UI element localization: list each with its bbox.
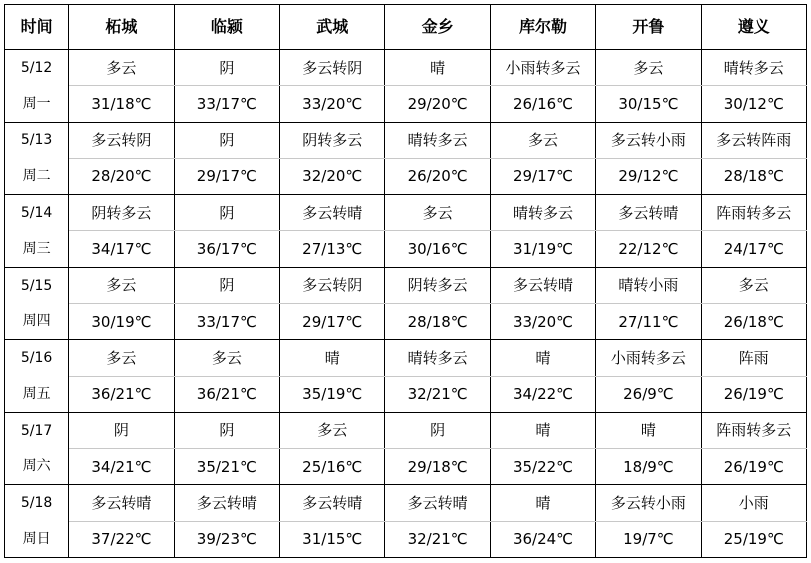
weather-cell: 阵雨转多云 (701, 195, 806, 231)
header-city: 临颍 (174, 5, 279, 50)
temperature-cell: 33/20℃ (490, 303, 595, 339)
temperature-cell: 36/24℃ (490, 521, 595, 557)
weather-cell: 多云转晴 (280, 195, 385, 231)
weather-cell: 晴 (490, 412, 595, 448)
weather-cell: 多云转晴 (490, 267, 595, 303)
weather-cell: 阴转多云 (280, 122, 385, 158)
temperature-cell: 30/15℃ (596, 86, 701, 122)
temperature-cell: 35/21℃ (174, 449, 279, 485)
weather-cell: 多云 (69, 340, 174, 376)
temperature-cell: 26/9℃ (596, 376, 701, 412)
temperature-cell: 37/22℃ (69, 521, 174, 557)
weather-cell: 多云转晴 (385, 485, 490, 521)
temperature-cell: 32/20℃ (280, 158, 385, 194)
weather-cell: 多云 (596, 50, 701, 86)
date-cell: 5/17 (5, 412, 69, 448)
header-city: 武城 (280, 5, 385, 50)
weekday-cell: 周一 (5, 86, 69, 122)
weather-row (5, 340, 807, 376)
weather-cell: 阴 (174, 195, 279, 231)
temperature-cell: 24/17℃ (701, 231, 806, 267)
temperature-row (5, 521, 807, 557)
temperature-cell: 28/20℃ (69, 158, 174, 194)
temperature-cell: 25/19℃ (701, 521, 806, 557)
temperature-cell: 28/18℃ (385, 303, 490, 339)
weather-cell: 多云转阴 (280, 267, 385, 303)
temperature-cell: 30/19℃ (69, 303, 174, 339)
temperature-cell: 26/16℃ (490, 86, 595, 122)
temperature-cell: 33/17℃ (174, 86, 279, 122)
weekday-cell: 周三 (5, 231, 69, 267)
temperature-row (5, 449, 807, 485)
weekday-cell: 周二 (5, 158, 69, 194)
temperature-row (5, 303, 807, 339)
weather-cell: 小雨 (701, 485, 806, 521)
temperature-cell: 26/19℃ (701, 449, 806, 485)
temperature-cell: 31/18℃ (69, 86, 174, 122)
weather-cell: 阵雨 (701, 340, 806, 376)
date-cell: 5/15 (5, 267, 69, 303)
weather-cell: 晴 (596, 412, 701, 448)
temperature-cell: 29/17℃ (490, 158, 595, 194)
weather-cell: 多云转阵雨 (701, 122, 806, 158)
weather-cell: 晴转多云 (490, 195, 595, 231)
temperature-cell: 39/23℃ (174, 521, 279, 557)
temperature-cell: 29/17℃ (280, 303, 385, 339)
weather-row (5, 50, 807, 86)
header-city: 金乡 (385, 5, 490, 50)
weather-cell: 阵雨转多云 (701, 412, 806, 448)
temperature-cell: 36/21℃ (174, 376, 279, 412)
weather-cell: 阴 (385, 412, 490, 448)
weather-row (5, 122, 807, 158)
temperature-cell: 28/18℃ (701, 158, 806, 194)
header-city: 遵义 (701, 5, 806, 50)
weather-cell: 晴 (490, 340, 595, 376)
weather-cell: 小雨转多云 (596, 340, 701, 376)
temperature-cell: 19/7℃ (596, 521, 701, 557)
temperature-cell: 34/17℃ (69, 231, 174, 267)
weather-cell: 多云转小雨 (596, 122, 701, 158)
temperature-cell: 34/22℃ (490, 376, 595, 412)
weather-cell: 多云 (385, 195, 490, 231)
header-city: 库尔勒 (490, 5, 595, 50)
date-cell: 5/14 (5, 195, 69, 231)
weekday-cell: 周六 (5, 449, 69, 485)
weather-cell: 阴 (69, 412, 174, 448)
temperature-cell: 36/17℃ (174, 231, 279, 267)
temperature-cell: 29/20℃ (385, 86, 490, 122)
temperature-cell: 26/20℃ (385, 158, 490, 194)
weather-cell: 多云转晴 (174, 485, 279, 521)
weather-cell: 晴转多云 (385, 122, 490, 158)
temperature-cell: 35/22℃ (490, 449, 595, 485)
weather-cell: 多云 (69, 267, 174, 303)
header-city: 柘城 (69, 5, 174, 50)
temperature-cell: 33/20℃ (280, 86, 385, 122)
weather-cell: 多云转阴 (280, 50, 385, 86)
weather-cell: 晴 (280, 340, 385, 376)
temperature-cell: 29/18℃ (385, 449, 490, 485)
weather-cell: 多云 (280, 412, 385, 448)
header-time: 时间 (5, 5, 69, 50)
date-cell: 5/12 (5, 50, 69, 86)
weather-cell: 多云 (69, 50, 174, 86)
temperature-cell: 31/15℃ (280, 521, 385, 557)
weekday-cell: 周四 (5, 303, 69, 339)
temperature-cell: 26/19℃ (701, 376, 806, 412)
temperature-row (5, 86, 807, 122)
temperature-cell: 33/17℃ (174, 303, 279, 339)
temperature-cell: 32/21℃ (385, 521, 490, 557)
temperature-cell: 22/12℃ (596, 231, 701, 267)
weather-cell: 多云转小雨 (596, 485, 701, 521)
temperature-row (5, 158, 807, 194)
temperature-row (5, 231, 807, 267)
date-cell: 5/13 (5, 122, 69, 158)
weather-row (5, 412, 807, 448)
header-row (5, 5, 807, 50)
weather-cell: 阴 (174, 122, 279, 158)
weather-cell: 阴 (174, 412, 279, 448)
date-cell: 5/16 (5, 340, 69, 376)
temperature-cell: 26/18℃ (701, 303, 806, 339)
weather-cell: 多云转阴 (69, 122, 174, 158)
weather-cell: 晴 (385, 50, 490, 86)
weather-cell: 晴转小雨 (596, 267, 701, 303)
temperature-cell: 29/17℃ (174, 158, 279, 194)
temperature-cell: 30/16℃ (385, 231, 490, 267)
weather-cell: 晴 (490, 485, 595, 521)
temperature-cell: 34/21℃ (69, 449, 174, 485)
temperature-cell: 27/13℃ (280, 231, 385, 267)
temperature-cell: 29/12℃ (596, 158, 701, 194)
weather-cell: 多云 (174, 340, 279, 376)
weather-row (5, 267, 807, 303)
temperature-cell: 35/19℃ (280, 376, 385, 412)
weather-row (5, 195, 807, 231)
temperature-cell: 25/16℃ (280, 449, 385, 485)
weather-cell: 阴 (174, 267, 279, 303)
weather-cell: 多云转晴 (69, 485, 174, 521)
weather-cell: 晴转多云 (701, 50, 806, 86)
temperature-cell: 18/9℃ (596, 449, 701, 485)
weather-cell: 阴 (174, 50, 279, 86)
weather-row (5, 485, 807, 521)
weather-cell: 多云转晴 (280, 485, 385, 521)
weather-forecast-table (4, 4, 807, 558)
temperature-row (5, 376, 807, 412)
temperature-cell: 30/12℃ (701, 86, 806, 122)
weather-cell: 多云 (490, 122, 595, 158)
temperature-cell: 27/11℃ (596, 303, 701, 339)
weather-cell: 阴转多云 (69, 195, 174, 231)
weather-cell: 多云转晴 (596, 195, 701, 231)
weather-cell: 晴转多云 (385, 340, 490, 376)
weekday-cell: 周五 (5, 376, 69, 412)
temperature-cell: 36/21℃ (69, 376, 174, 412)
temperature-cell: 32/21℃ (385, 376, 490, 412)
header-city: 开鲁 (596, 5, 701, 50)
weather-cell: 阴转多云 (385, 267, 490, 303)
weather-cell: 多云 (701, 267, 806, 303)
date-cell: 5/18 (5, 485, 69, 521)
weather-cell: 小雨转多云 (490, 50, 595, 86)
weekday-cell: 周日 (5, 521, 69, 557)
temperature-cell: 31/19℃ (490, 231, 595, 267)
